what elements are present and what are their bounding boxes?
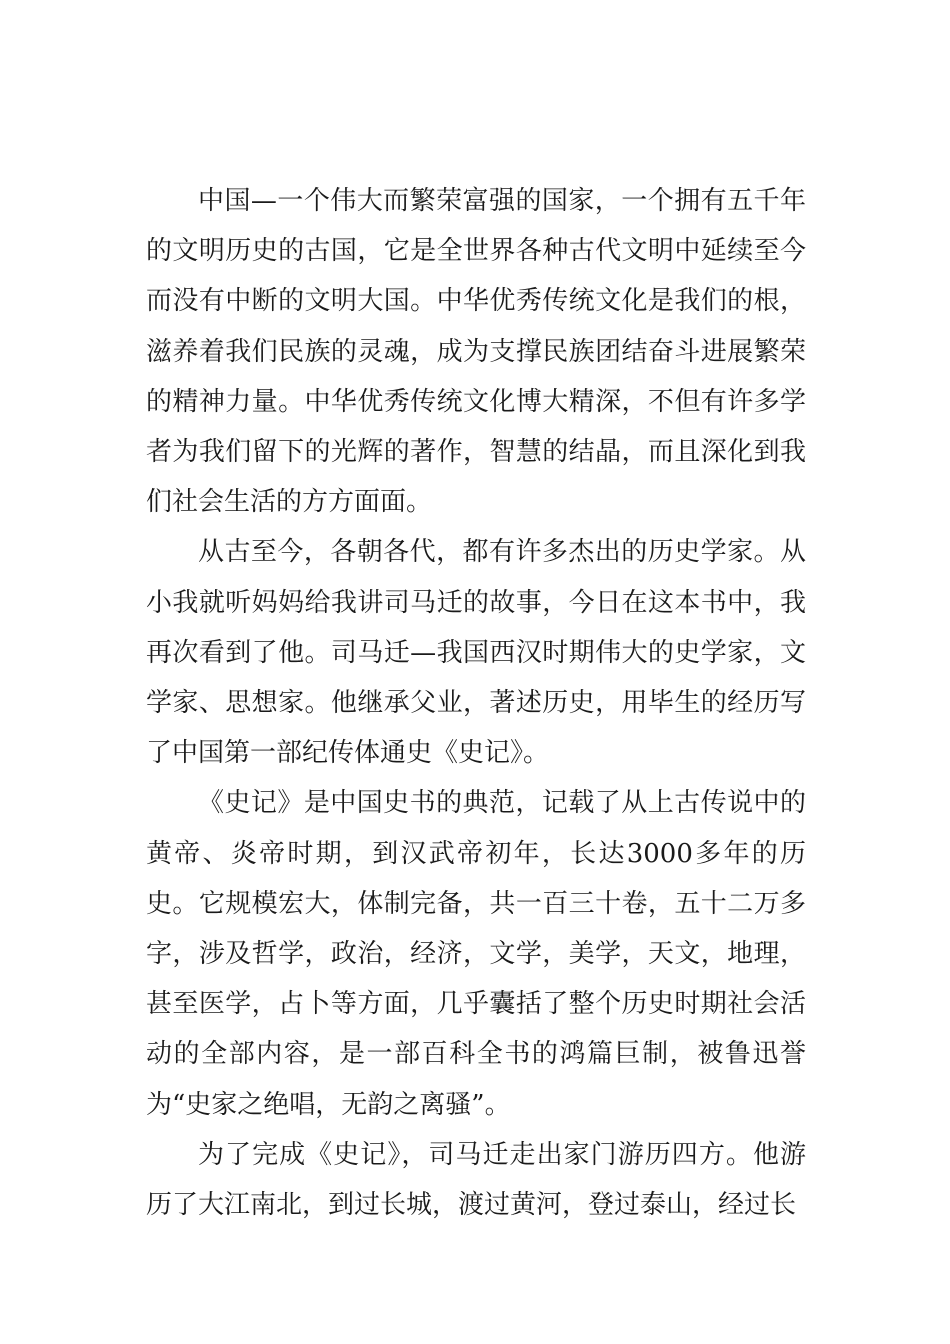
paragraph-intro: 中国—一个伟大而繁荣富强的国家，一个拥有五千年的文明历史的古国，它是全世界各种古代文明中延续至今而没有中断的文明大国。中华优秀传统文化是我们的根，滋养着我们民族的灵魂，成为支撑民族团结奋斗进展繁荣的精神力量。中华优秀传统文化博大精深，不但有许多学者为我们留下的光辉的著作，智慧的结晶，而且深化到我们社会生活的方方面面。 [146,186,806,518]
body-text [146,176,806,1230]
paragraph-travels: 为了完成《史记》，司马迁走出家门游历四方。他游历了大江南北，到过长城，渡过黄河，登过泰山，经过长 [146,1139,806,1221]
paragraph-historians: 从古至今，各朝各代，都有许多杰出的历史学家。从小我就听妈妈给我讲司马迁的故事，今日在这本书中，我再次看到了他。司马迁—我国西汉时期伟大的史学家，文学家、思想家。他继承父业，著述历史，用毕生的经历写了中国第一部纪传体通史《史记》。 [146,537,806,769]
paragraph-shiji: 《史记》是中国史书的典范，记载了从上古传说中的黄帝、炎帝时期，到汉武帝初年，长达3000多年的历史。它规模宏大，体制完备，共一百三十卷，五十二万多字，涉及哲学，政治，经济，文学，美学，天文，地理，甚至医学，占卜等方面，几乎囊括了整个历史时期社会活动的全部内容，是一部百科全书的鸿篇巨制，被鲁迅誉为“史家之绝唱，无韵之离骚”。 [146,788,806,1120]
